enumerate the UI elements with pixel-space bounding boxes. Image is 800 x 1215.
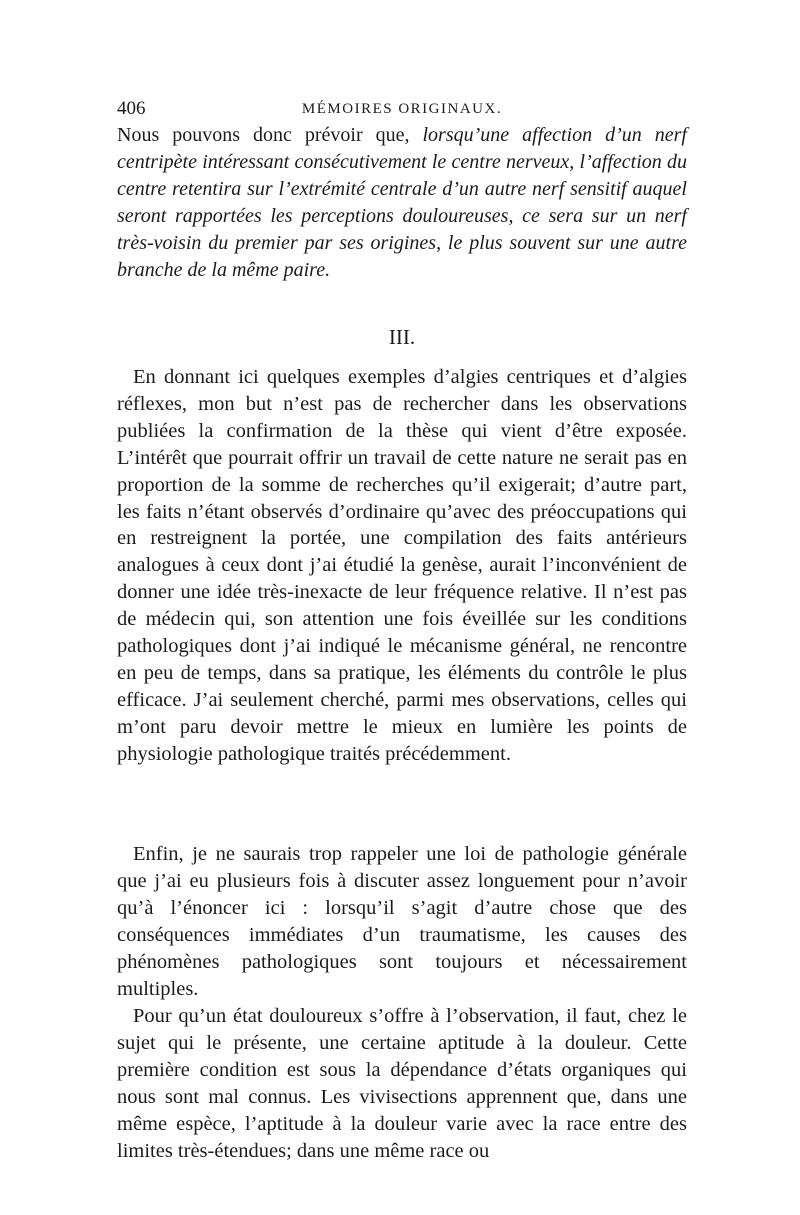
running-title: MÉMOIRES ORIGINAUX. [301,101,503,117]
paragraph-pain-aptitude: Pour qu’un état douloureux s’offre à l’observation, il faut, chez le sujet qui le présente, une certaine aptitude à la douleur. Cette première condition est sous la dépendance d’états organiques qui nous sont mal connus. Les vivisections apprennent que, dans une même espèce, l’aptitude à la douleur varie avec la race entre des limites très-étendues; dans une même race ou [117,1005,687,1162]
running-header [117,96,687,122]
paragraph-conclusion [117,122,687,310]
paragraph-pathology-law: Enfin, je ne saurais trop rappeler une loi de pathologie générale que j’ai eu plusieurs fois à discuter assez longuement pour n’avoir qu’à l’énoncer ici : lorsqu’il s’agit d’autre chose que des conséquences immédiates d’un traumatisme, les causes des phénomènes pathologiques sont toujours et nécessairement multiples. [117,843,687,1000]
paragraph-conclusion-lead: Nous pouvons donc prévoir que, [117,124,423,146]
paragraph-examples: En donnant ici quelques exemples d’algies centriques et d’algies réflexes, mon but n’est pas de rechercher dans les observations publiées la confirmation de la thèse qui vient d’être exposée. L’intérêt que pourrait offrir un travail de cette nature ne serait pas en proportion de la somme de recherches qu’il exigerait; d’autre part, les faits n’étant observés d’ordinaire qu’avec des préoccupations qui en restreignent la portée, une compilation des faits antérieurs analogues à ceux dont j’ai étudié la genèse, aurait l’inconvénient de donner une idée très-inexacte de leur fréquence relative. Il n’est pas de médecin qui, son attention une fois éveillée sur les conditions pathologiques dont j’ai indiqué le mécanisme général, ne rencontre en peu de temps, dans sa pratique, les éléments du contrôle le plus efficace. J’ai seulement cherché, parmi mes observations, celles qui m’ont paru devoir mettre le mieux en lumière les points de physiologie pathologique traités précédemment. [117,366,687,765]
section-heading: III. [388,325,416,349]
page-number: 406 [117,98,146,119]
paragraph-conclusion-italic: lorsqu’une affection d’un nerf centripète intéressant consécutivement le centre nerveux, l’affection du centre retentira sur l’extrémité centrale d’un autre nerf sensitif auquel seront rapportées les perceptions douloureuses, ce sera sur un nerf très-voisin du premier par ses origines, le plus souvent sur une autre branche de la même paire. [117,124,687,281]
book-page [117,96,687,1164]
